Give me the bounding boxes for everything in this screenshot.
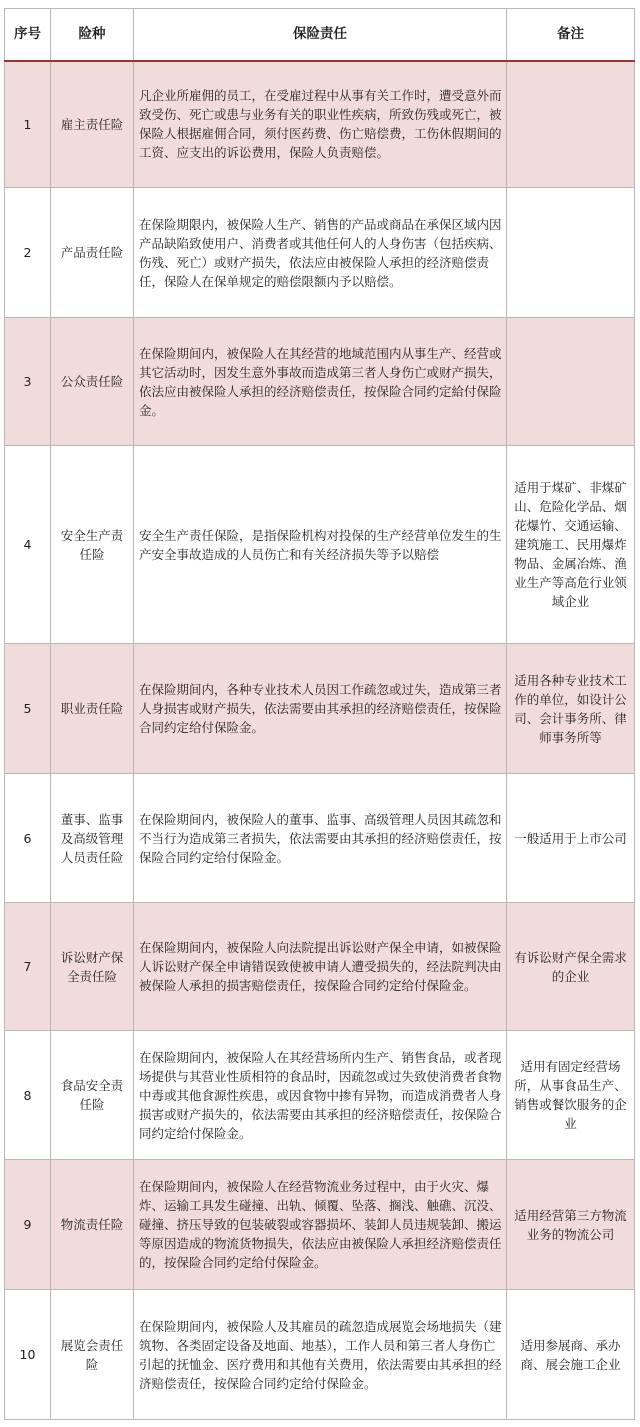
row-type: 产品责任险 [51, 188, 134, 318]
row-duty: 在保险期间内，被保险人在其经营的地域范围内从事生产、经营或其它活动时，因发生意外事故而造成第三者人身伤亡或财产损失，依法应由被保险人承担的经济赔偿责任，按保险合同约定給付保险金。 [134, 318, 507, 446]
row-duty: 安全生产责任保险，是指保险机构对投保的生产经营单位发生的生产安全事故造成的人员伤亡和有关经济损失等予以赔偿 [134, 446, 507, 644]
row-index: 2 [5, 188, 51, 318]
table-row [5, 1031, 635, 1160]
table-header [5, 9, 635, 61]
row-type: 诉讼财产保全责任险 [51, 903, 134, 1031]
row-duty: 在保险期间内，被保险人及其雇员的疏忽造成展览会场地损失（建筑物、各类固定设备及地面、地基），工作人员和第三者人身伤亡引起的抚恤金、医疗费用和其他有关费用，依法需要由其承担的经济赔偿责任，按保险合同约定给付保险金。 [134, 1290, 507, 1420]
row-note: 适用有固定经营场所，从事食品生产、销售或餐饮服务的企业 [507, 1031, 635, 1160]
row-type: 食品安全责任险 [51, 1031, 134, 1160]
table-body [5, 61, 635, 1420]
row-type: 公众责任险 [51, 318, 134, 446]
header-index: 序号 [5, 9, 51, 61]
header-row [5, 9, 635, 61]
row-note [507, 61, 635, 188]
row-duty: 在保险期间内，各种专业技术人员因工作疏忽或过失，造成第三者人身损害或财产损失，依法需要由其承担的经济赔偿责任，按保险合同约定给付保险金。 [134, 644, 507, 774]
table-row [5, 774, 635, 903]
row-type: 雇主责任险 [51, 61, 134, 188]
row-note: 适用于煤矿、非煤矿山、危险化学品、烟花爆竹、交通运输、建筑施工、民用爆炸物品、金属冶炼、渔业生产等高危行业领域企业 [507, 446, 635, 644]
row-index: 8 [5, 1031, 51, 1160]
table-row [5, 318, 635, 446]
row-duty: 凡企业所雇佣的员工，在受雇过程中从事有关工作时，遭受意外而致受伤、死亡或患与业务有关的职业性疾病，所致伤残或死亡，被保险人根据雇佣合同，须付医药费、伤亡赔偿费，工伤休假期间的工资、应支出的诉讼费用，保险人负责赔偿。 [134, 61, 507, 188]
row-index: 6 [5, 774, 51, 903]
row-note [507, 318, 635, 446]
row-index: 1 [5, 61, 51, 188]
row-type: 展览会责任险 [51, 1290, 134, 1420]
row-note: 适用经营第三方物流业务的物流公司 [507, 1160, 635, 1290]
insurance-table [4, 8, 635, 1420]
row-duty: 在保险期间内，被保险人在其经营场所内生产、销售食品，或者现场提供与其营业性质相符的食品时，因疏忽或过失致使消费者食物中毒或其他食源性疾患，或因食物中掺有异物，而造成消费者人身损害或财产损失的，依法需要由其承担的经济赔偿责任，按保险合同约定给付保险金。 [134, 1031, 507, 1160]
row-duty: 在保险期间内，被保险人向法院提出诉讼财产保全申请，如被保险人诉讼财产保全申请错误致使被申请人遭受损失的，经法院判决由被保险人承担的损害赔偿责任，按保险合同约定给付保险金。 [134, 903, 507, 1031]
row-index: 5 [5, 644, 51, 774]
row-index: 10 [5, 1290, 51, 1420]
row-index: 3 [5, 318, 51, 446]
row-type: 安全生产责任险 [51, 446, 134, 644]
table-row [5, 188, 635, 318]
row-type: 职业责任险 [51, 644, 134, 774]
table-row [5, 61, 635, 188]
row-duty: 在保险期间内，被保险人在经营物流业务过程中，由于火灾、爆炸、运输工具发生碰撞、出轨、倾覆、坠落、搁浅、触礁、沉没、碰撞、挤压导致的包装破裂或容器损坏、装卸人员违规装卸、搬运等原因造成的物流货物损失，依法应由被保险人承担经济赔偿责任的，按保险合同约定给付保险金。 [134, 1160, 507, 1290]
row-duty: 在保险期限内，被保险人生产、销售的产品或商品在承保区域内因产品缺陷致使用户、消费者或其他任何人的人身伤害（包括疾病、伤残、死亡）或财产损失，依法应由被保险人承担的经济赔偿责任，保险人在保单规定的赔偿限额内予以赔偿。 [134, 188, 507, 318]
row-note [507, 188, 635, 318]
table-row [5, 1160, 635, 1290]
row-note: 适用参展商、承办商、展会施工企业 [507, 1290, 635, 1420]
row-type: 董事、监事及高级管理人员责任险 [51, 774, 134, 903]
row-duty: 在保险期间内，被保险人的董事、监事、高级管理人员因其疏忽和不当行为造成第三者损失，依法需要由其承担的经济赔偿责任，按保险合同约定给付保险金。 [134, 774, 507, 903]
header-type: 险种 [51, 9, 134, 61]
table-row [5, 1290, 635, 1420]
row-index: 7 [5, 903, 51, 1031]
row-note: 有诉讼财产保全需求的企业 [507, 903, 635, 1031]
header-note: 备注 [507, 9, 635, 61]
row-index: 9 [5, 1160, 51, 1290]
header-duty: 保险责任 [134, 9, 507, 61]
row-index: 4 [5, 446, 51, 644]
row-note: 适用各种专业技术工作的单位，如设计公司、会计事务所、律师事务所等 [507, 644, 635, 774]
row-type: 物流责任险 [51, 1160, 134, 1290]
row-note: 一般适用于上市公司 [507, 774, 635, 903]
table-row [5, 446, 635, 644]
table-row [5, 644, 635, 774]
table-row [5, 903, 635, 1031]
